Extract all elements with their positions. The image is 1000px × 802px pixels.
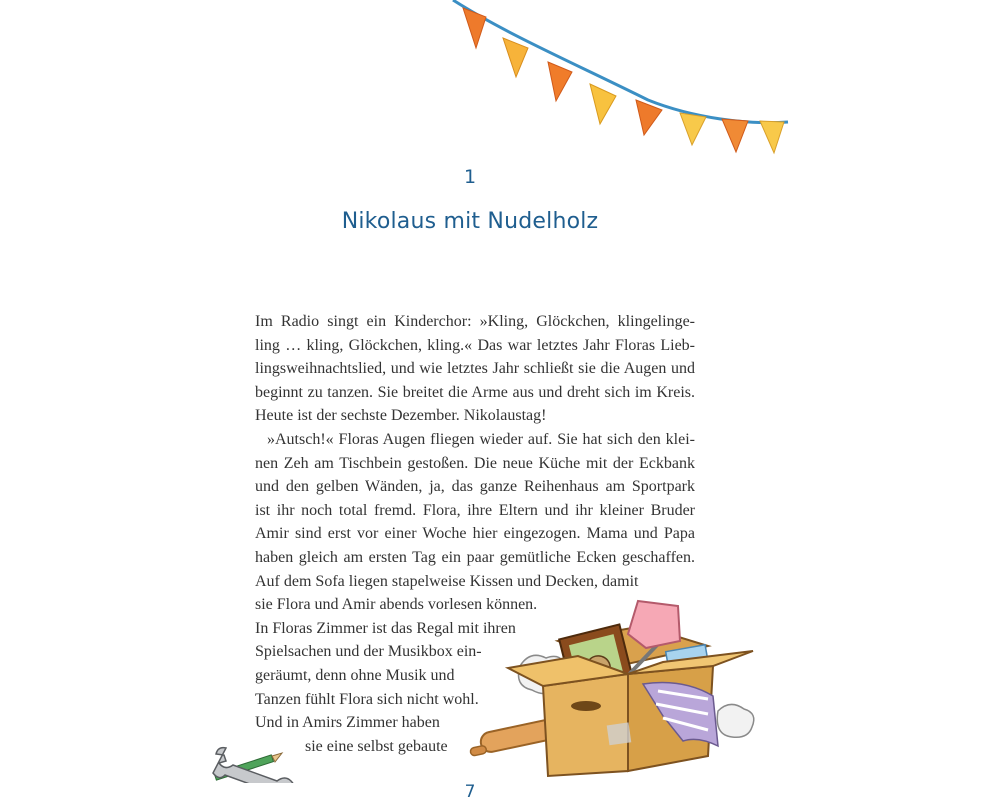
chapter-title: Nikolaus mit Nudelholz (341, 209, 599, 234)
text-line: lingsweihnachtslied, und wie letztes Jahr schließt sie die Augen und (255, 360, 695, 378)
text-line: Und in Amirs Zimmer haben (255, 714, 440, 732)
text-line: und den gelben Wänden, ja, das ganze Reihenhaus am Sportpark (255, 478, 695, 496)
text-line: ling … kling, Glöckchen, kling.« Das war letztes Jahr Floras Lieb- (255, 336, 695, 354)
text-line: sie eine selbst gebaute (305, 737, 448, 755)
text-line: nen Zeh am Tischbein gestoßen. Die neue Küche mit der Eckbank (255, 454, 695, 472)
text-line: beginnt zu tanzen. Sie breitet die Arme aus und dreht sich im Kreis. (255, 383, 695, 401)
text-line: Spielsachen und der Musikbox ein- (255, 643, 482, 661)
text-line: geräumt, denn ohne Musik und (255, 666, 455, 684)
text-line: Amir sind erst vor einer Woche hier eingezogen. Mama und Papa (255, 525, 695, 543)
wrench-icon (212, 738, 302, 783)
chapter-number: 1 (463, 166, 477, 188)
moving-box-icon (468, 596, 768, 781)
page-number: 7 (464, 782, 476, 802)
text-line: Heute ist der sechste Dezember. Nikolaustag! (255, 407, 547, 425)
text-line: In Floras Zimmer ist das Regal mit ihren (255, 619, 516, 637)
text-line: ist ihr noch total fremd. Flora, ihre Eltern und ihr kleiner Bruder (255, 501, 695, 519)
text-line: sie Flora und Amir abends vorlesen können. (255, 596, 538, 614)
text-line: Tanzen fühlt Flora sich nicht wohl. (255, 690, 479, 708)
text-line: Auf dem Sofa liegen stapelweise Kissen und Decken, damit (255, 572, 639, 590)
text-line: Im Radio singt ein Kinderchor: »Kling, Glöckchen, klingelinge- (255, 313, 695, 330)
bunting-icon (448, 0, 793, 160)
text-line: »Autsch!« Floras Augen fliegen wieder auf. Sie hat sich den klei- (267, 430, 695, 448)
text-line: haben gleich am ersten Tag ein paar gemütliche Ecken geschaffen. (255, 548, 695, 566)
